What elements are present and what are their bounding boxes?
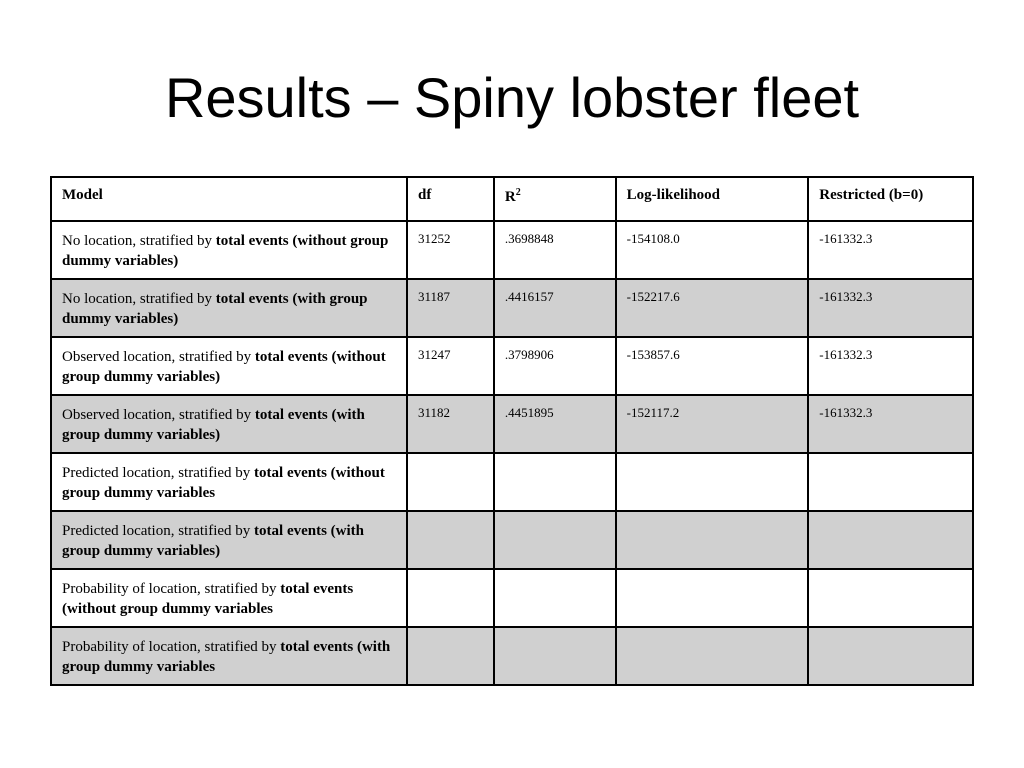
model-plain: Predicted location, stratified by	[62, 523, 255, 539]
table-row	[51, 221, 973, 279]
df-cell: 31187	[407, 279, 494, 337]
df-cell: 31247	[407, 337, 494, 395]
loglik-cell	[616, 453, 809, 511]
model-plain: No location, stratified by	[62, 291, 216, 307]
loglik-cell: -154108.0	[616, 221, 809, 279]
restricted-cell: -161332.3	[808, 395, 973, 453]
model-plain: Observed location, stratified by	[62, 407, 255, 423]
loglik-cell: -152117.2	[616, 395, 809, 453]
table-row	[51, 627, 973, 685]
loglik-cell: -153857.6	[616, 337, 809, 395]
model-bold: total events (with group dummy variables)	[62, 407, 365, 443]
df-cell	[407, 453, 494, 511]
df-cell: 31182	[407, 395, 494, 453]
header-model: Model	[51, 177, 407, 221]
loglik-cell	[616, 511, 809, 569]
table-row	[51, 453, 973, 511]
table-body	[51, 221, 973, 685]
r2-cell	[494, 453, 616, 511]
table-row	[51, 337, 973, 395]
header-df: df	[407, 177, 494, 221]
model-plain: Probability of location, stratified by	[62, 639, 281, 655]
header-r2-sup: 2	[515, 187, 521, 198]
model-bold: total events (without group dummy variables	[62, 581, 354, 617]
df-cell	[407, 569, 494, 627]
model-cell	[51, 221, 407, 279]
table-row	[51, 395, 973, 453]
r2-cell: .3698848	[494, 221, 616, 279]
r2-cell: .4451895	[494, 395, 616, 453]
model-plain: No location, stratified by	[62, 233, 216, 249]
header-loglik: Log-likelihood	[616, 177, 809, 221]
restricted-cell: -161332.3	[808, 337, 973, 395]
table-row	[51, 511, 973, 569]
r2-cell: .3798906	[494, 337, 616, 395]
results-table	[50, 176, 974, 686]
model-cell	[51, 453, 407, 511]
r2-cell	[494, 627, 616, 685]
model-bold: total events (without group dummy variables)	[62, 349, 386, 385]
slide-title: Results – Spiny lobster fleet	[164, 66, 860, 129]
table-row	[51, 569, 973, 627]
restricted-cell: -161332.3	[808, 221, 973, 279]
model-cell	[51, 569, 407, 627]
model-cell	[51, 337, 407, 395]
model-bold: total events (with group dummy variables)	[62, 291, 368, 327]
df-cell	[407, 627, 494, 685]
restricted-cell	[808, 627, 973, 685]
model-bold: total events (with group dummy variables	[62, 639, 391, 675]
loglik-cell	[616, 627, 809, 685]
table-row	[51, 279, 973, 337]
loglik-cell	[616, 569, 809, 627]
model-bold: total events (without group dummy variables	[62, 465, 385, 501]
r2-cell	[494, 511, 616, 569]
model-plain: Observed location, stratified by	[62, 349, 255, 365]
header-row	[51, 177, 973, 221]
r2-cell: .4416157	[494, 279, 616, 337]
loglik-cell: -152217.6	[616, 279, 809, 337]
model-bold: total events (without group dummy variables)	[62, 233, 389, 269]
r2-cell	[494, 569, 616, 627]
model-plain: Probability of location, stratified by	[62, 581, 281, 597]
header-r2	[494, 177, 616, 221]
restricted-cell	[808, 453, 973, 511]
df-cell	[407, 511, 494, 569]
header-r2-base: R	[504, 189, 516, 205]
model-plain: Predicted location, stratified by	[62, 465, 255, 481]
restricted-cell: -161332.3	[808, 279, 973, 337]
model-cell	[51, 395, 407, 453]
model-cell	[51, 279, 407, 337]
header-restricted: Restricted (b=0)	[808, 177, 973, 221]
model-cell	[51, 511, 407, 569]
model-cell	[51, 627, 407, 685]
df-cell: 31252	[407, 221, 494, 279]
model-bold: total events (with group dummy variables)	[62, 523, 365, 559]
restricted-cell	[808, 511, 973, 569]
restricted-cell	[808, 569, 973, 627]
